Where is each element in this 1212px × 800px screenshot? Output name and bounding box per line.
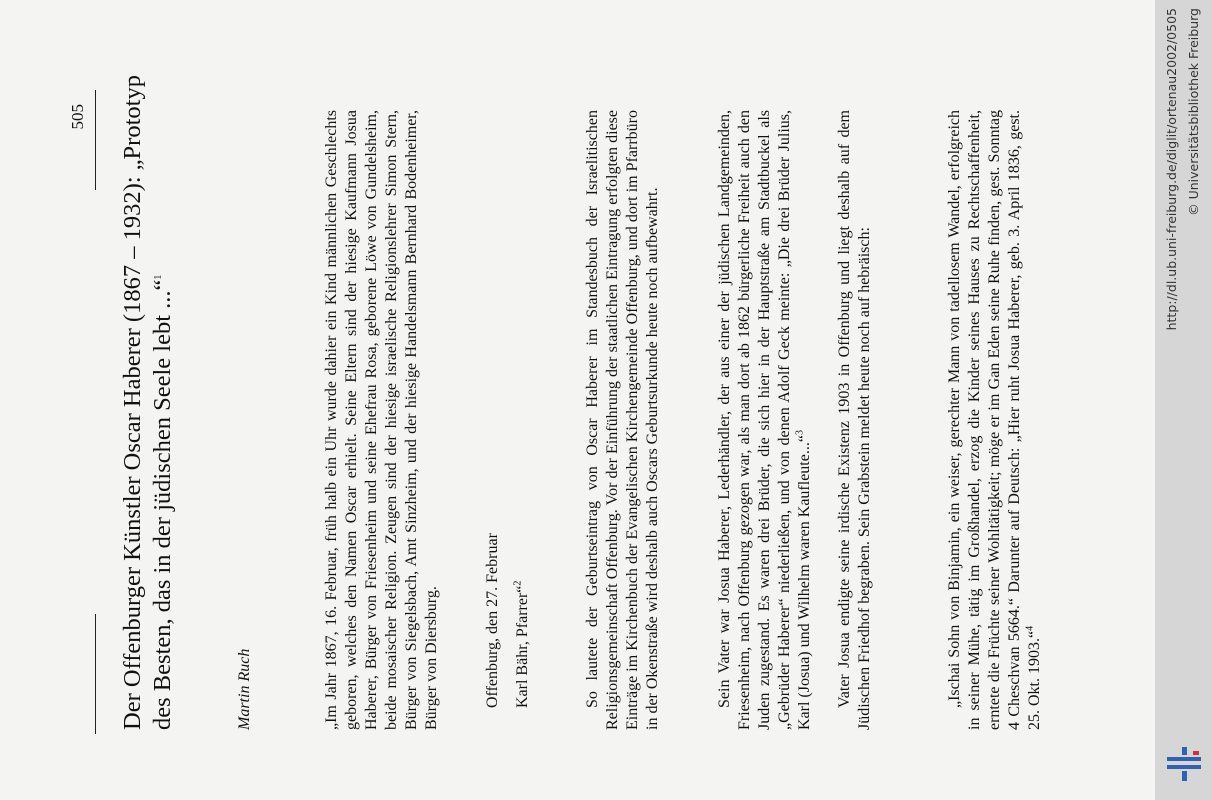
logo-bar-lower — [1167, 765, 1201, 769]
quote-place-date: Offenburg, den 27. Februar — [484, 533, 501, 708]
source-sidebar — [1155, 0, 1212, 800]
page-number: 505 — [68, 104, 87, 130]
birth-record-text: „Im Jahr 1867, 16. Februar, früh halb ein Uhr wurde dahier ein Kind männlichen Geschlechts geboren, welches den Namen Oscar erhielt. Seine Eltern sind der hiesige Kaufmann Josua Haberer, Bürger von Friesenheim und seine Ehefrau Rosa, geborene Löwe von Gundelsheim, beide mosaischer Religion. Zeugen sind der hiesige israelische Religionslehrer Simon Stern, Bürger von Siegelsbach, Amt Sinzheim, und der hiesige Handelsmann Bernhard Bodenheimer, Bürger von Diersburg. — [323, 110, 440, 730]
footnote-ref-1: 1 — [152, 274, 164, 280]
left-margin-rule — [95, 614, 96, 734]
birth-record-quote — [322, 110, 442, 730]
quote-signature-text: Karl Bähr, Pfarrer“ — [514, 585, 531, 708]
logo-accent — [1193, 751, 1199, 755]
logo-bar-bottom — [1182, 771, 1187, 781]
footnote-ref-3: 3 — [794, 430, 806, 436]
paragraph-father — [715, 110, 815, 730]
paragraph-father-text: Sein Vater war Josua Haberer, Lederhändler, der aus einer der jüdischen Landgemeinden, Friesenheim, nach Offenburg gezogen war, als man dort ab 1862 bürgerliche Freiheit auch den Juden zugestand. Es waren drei Brüder, die sich hier in der Hauptstraße am Stadtbuckel als „Gebrüder Haberer“ niederließen, und von denen Adolf Geck meinte: „Die drei Brüder Julius, Karl (Josua) und Wilhelm waren Kaufleute...“ — [716, 110, 813, 730]
paragraph-inscription-text: „Ischai Sohn von Binjamin, ein weiser, gerechter Mann von tadellosem Wandel, erfolgreich in seiner Mühe, tätig im Großhandel, erzog die Kinder seines Hauses zu Rechtschaffenheit, erntete die Früchte seiner Wohltätigkeit; möge er im Gan Eden seine Ruhe finden, gest. Sonntag 4 Cheschvan 5664.“ Darunter auf Deutsch: „Hier ruht Josua Haberer, geb. 3. April 1836, gest. 25. Okt. 1903.“ — [946, 110, 1043, 730]
footnote-ref-4: 4 — [1024, 625, 1036, 631]
footnote-ref-2: 2 — [512, 580, 524, 586]
copyright-notice: © Universitätsbibliothek Freiburg — [1186, 8, 1201, 216]
source-url-link[interactable]: http://dl.ub.uni-freiburg.de/diglit/ortenau2002/0505 — [1164, 8, 1179, 331]
paragraph-birth-entry: So lautete der Geburtseintrag von Oscar Haberer im Standesbuch der Israelitischen Religionsgemeinschaft Offenburg. Vor der Einführung der staatlichen Eintragung erfolgten diese Einträge im Kirchenbuch der Evangelischen Kirchengemeinde Offenburg, und dort im Pfarrbüro in der Okenstraße wird deshalb auch Oscars Geburtsurkunde heute noch aufbewahrt. — [584, 110, 661, 730]
author-name: Martin Ruch — [236, 648, 253, 730]
logo-bar-upper — [1167, 757, 1201, 761]
header-rule — [95, 90, 96, 190]
sidebar-text — [1155, 0, 1212, 800]
library-logo-icon — [1163, 745, 1205, 783]
paragraph-gravestone: Vater Josua endigte seine irdische Existenz 1903 in Offenburg und liegt deshalb auf dem Jüdischen Friedhof begraben. Sein Grabstein meldet heute noch auf hebräisch: — [836, 110, 873, 730]
article-title — [118, 60, 178, 730]
logo-bar-top — [1182, 747, 1187, 755]
article-title-text: Der Offenburger Künstler Oscar Haberer (1867 – 1932): „Prototyp des Besten, das in der jüdischen Seele lebt ...“ — [119, 75, 176, 730]
paragraph-inscription — [945, 110, 1045, 730]
quote-signature — [513, 581, 533, 708]
